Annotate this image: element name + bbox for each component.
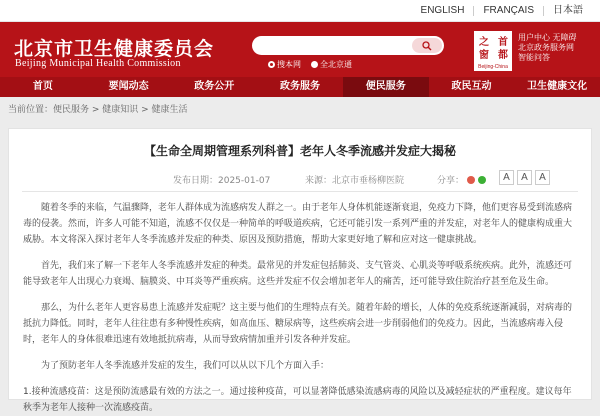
- paragraph: 为了预防老年人冬季流感并发症的发生，我们可以从以下几个方面入手：: [41, 361, 330, 371]
- font-increase-button[interactable]: A: [499, 170, 514, 185]
- site-name-en: Beijing Municipal Health Commission: [15, 58, 181, 69]
- article-panel: [8, 128, 592, 413]
- nav-item-interaction[interactable]: 政民互动: [451, 81, 492, 92]
- nav-item-health-culture[interactable]: 卫生健康文化: [527, 81, 588, 92]
- scope-option-site[interactable]: 搜本网: [268, 59, 301, 70]
- paragraph: 1.接种流感疫苗：这是预防流感最有效的方法之一。通过接种疫苗，可以显著降低感染流感病毒的风险以及减轻症状的严重程度。建议每年秋季为老年人接种一次流感疫苗。: [23, 387, 572, 413]
- font-size-controls: [499, 170, 550, 185]
- main-nav: [0, 77, 600, 97]
- share-bar: [437, 173, 486, 186]
- nav-item-gov-open[interactable]: 政务公开: [194, 81, 235, 92]
- article-meta: [9, 169, 591, 189]
- search-icon: [422, 41, 432, 51]
- share-label: 分享：: [437, 176, 465, 186]
- paragraph: 随着冬季的来临，气温骤降，老年人群体成为流感病发人群之一。由于老年人身体机能逐渐衰退，免疫力下降，他们更容易受到流感病毒的侵袭。然而，许多人可能不知道，流感不仅仅是一种简单的呼吸道疾病，它还可能引发一系列严重的并发症，对老年人的健康构成重大威胁。本文将深入探讨老年人冬季流感并发症的种类、原因及预防措施，帮助大家更好地了解和应对这一健康挑战。: [23, 203, 573, 245]
- lang-english-link[interactable]: ENGLISH: [420, 4, 465, 16]
- scope-option-beijing[interactable]: 全北京通: [311, 59, 352, 70]
- search-button[interactable]: [412, 38, 442, 53]
- font-decrease-button[interactable]: A: [535, 170, 550, 185]
- lang-japanese-link[interactable]: 日本語: [543, 6, 592, 16]
- service-links: [518, 33, 577, 63]
- lang-french-link[interactable]: FRANÇAIS: [473, 6, 543, 16]
- site-name-cn[interactable]: 北京市卫生健康委员会: [14, 38, 215, 60]
- article-title: 【生命全周期管理系列科普】老年人冬季流感并发症大揭秘: [143, 144, 456, 158]
- nav-item-gov-service[interactable]: 政务服务: [280, 81, 321, 92]
- search-scope: [268, 59, 352, 70]
- publish-date: 发布日期：2025-01-07: [173, 176, 271, 186]
- scope-radio-site[interactable]: [268, 61, 275, 68]
- user-center-link[interactable]: 用户中心 无障碍: [518, 33, 577, 42]
- nav-item-home[interactable]: 首页: [32, 81, 53, 92]
- smart-qa-link[interactable]: 智能问答: [518, 53, 550, 62]
- paragraph: 那么，为什么老年人更容易患上流感并发症呢？这主要与他们的生理特点有关。随着年龄的增长，人体的免疫系统逐渐减弱，对病毒的抵抗力降低。同时，老年人往往患有多种慢性疾病，如高血压、糖尿病等，这些疾病会进一步削弱他们的免疫力。因此，当流感病毒入侵时，老年人的身体很难迅速有效地抵抗病毒，从而导致病情加重并引发各种并发症。: [23, 303, 573, 345]
- capital-window-logo[interactable]: 首 都 之 窗 Beijing-China: [474, 31, 512, 71]
- article-source: 来源：北京市垂杨柳医院: [305, 176, 405, 186]
- gov-service-link[interactable]: 北京政务服务网: [518, 43, 574, 52]
- language-bar: [0, 0, 600, 22]
- nav-item-public-service[interactable]: 便民服务: [343, 77, 429, 97]
- font-default-button[interactable]: A: [517, 170, 532, 185]
- scope-radio-beijing[interactable]: [311, 61, 318, 68]
- article-body: [9, 192, 591, 416]
- share-weibo-icon[interactable]: [467, 176, 475, 184]
- site-header: [0, 22, 600, 77]
- search-input[interactable]: [252, 36, 444, 55]
- share-wechat-icon[interactable]: [478, 176, 486, 184]
- nav-item-news[interactable]: 要闻动态: [108, 81, 149, 92]
- breadcrumb[interactable]: 当前位置：便民服务 > 健康知识 > 健康生活: [8, 104, 188, 115]
- paragraph: 首先，我们来了解一下老年人冬季流感并发症的种类。最常见的并发症包括肺炎、支气管炎、心肌炎等呼吸系统疾病。此外，流感还可能导致老年人出现心力衰竭、脑膜炎、中耳炎等严重疾病。这些并发症不仅会增加老年人的痛苦，还可能导致住院治疗甚至危及生命。: [23, 261, 573, 287]
